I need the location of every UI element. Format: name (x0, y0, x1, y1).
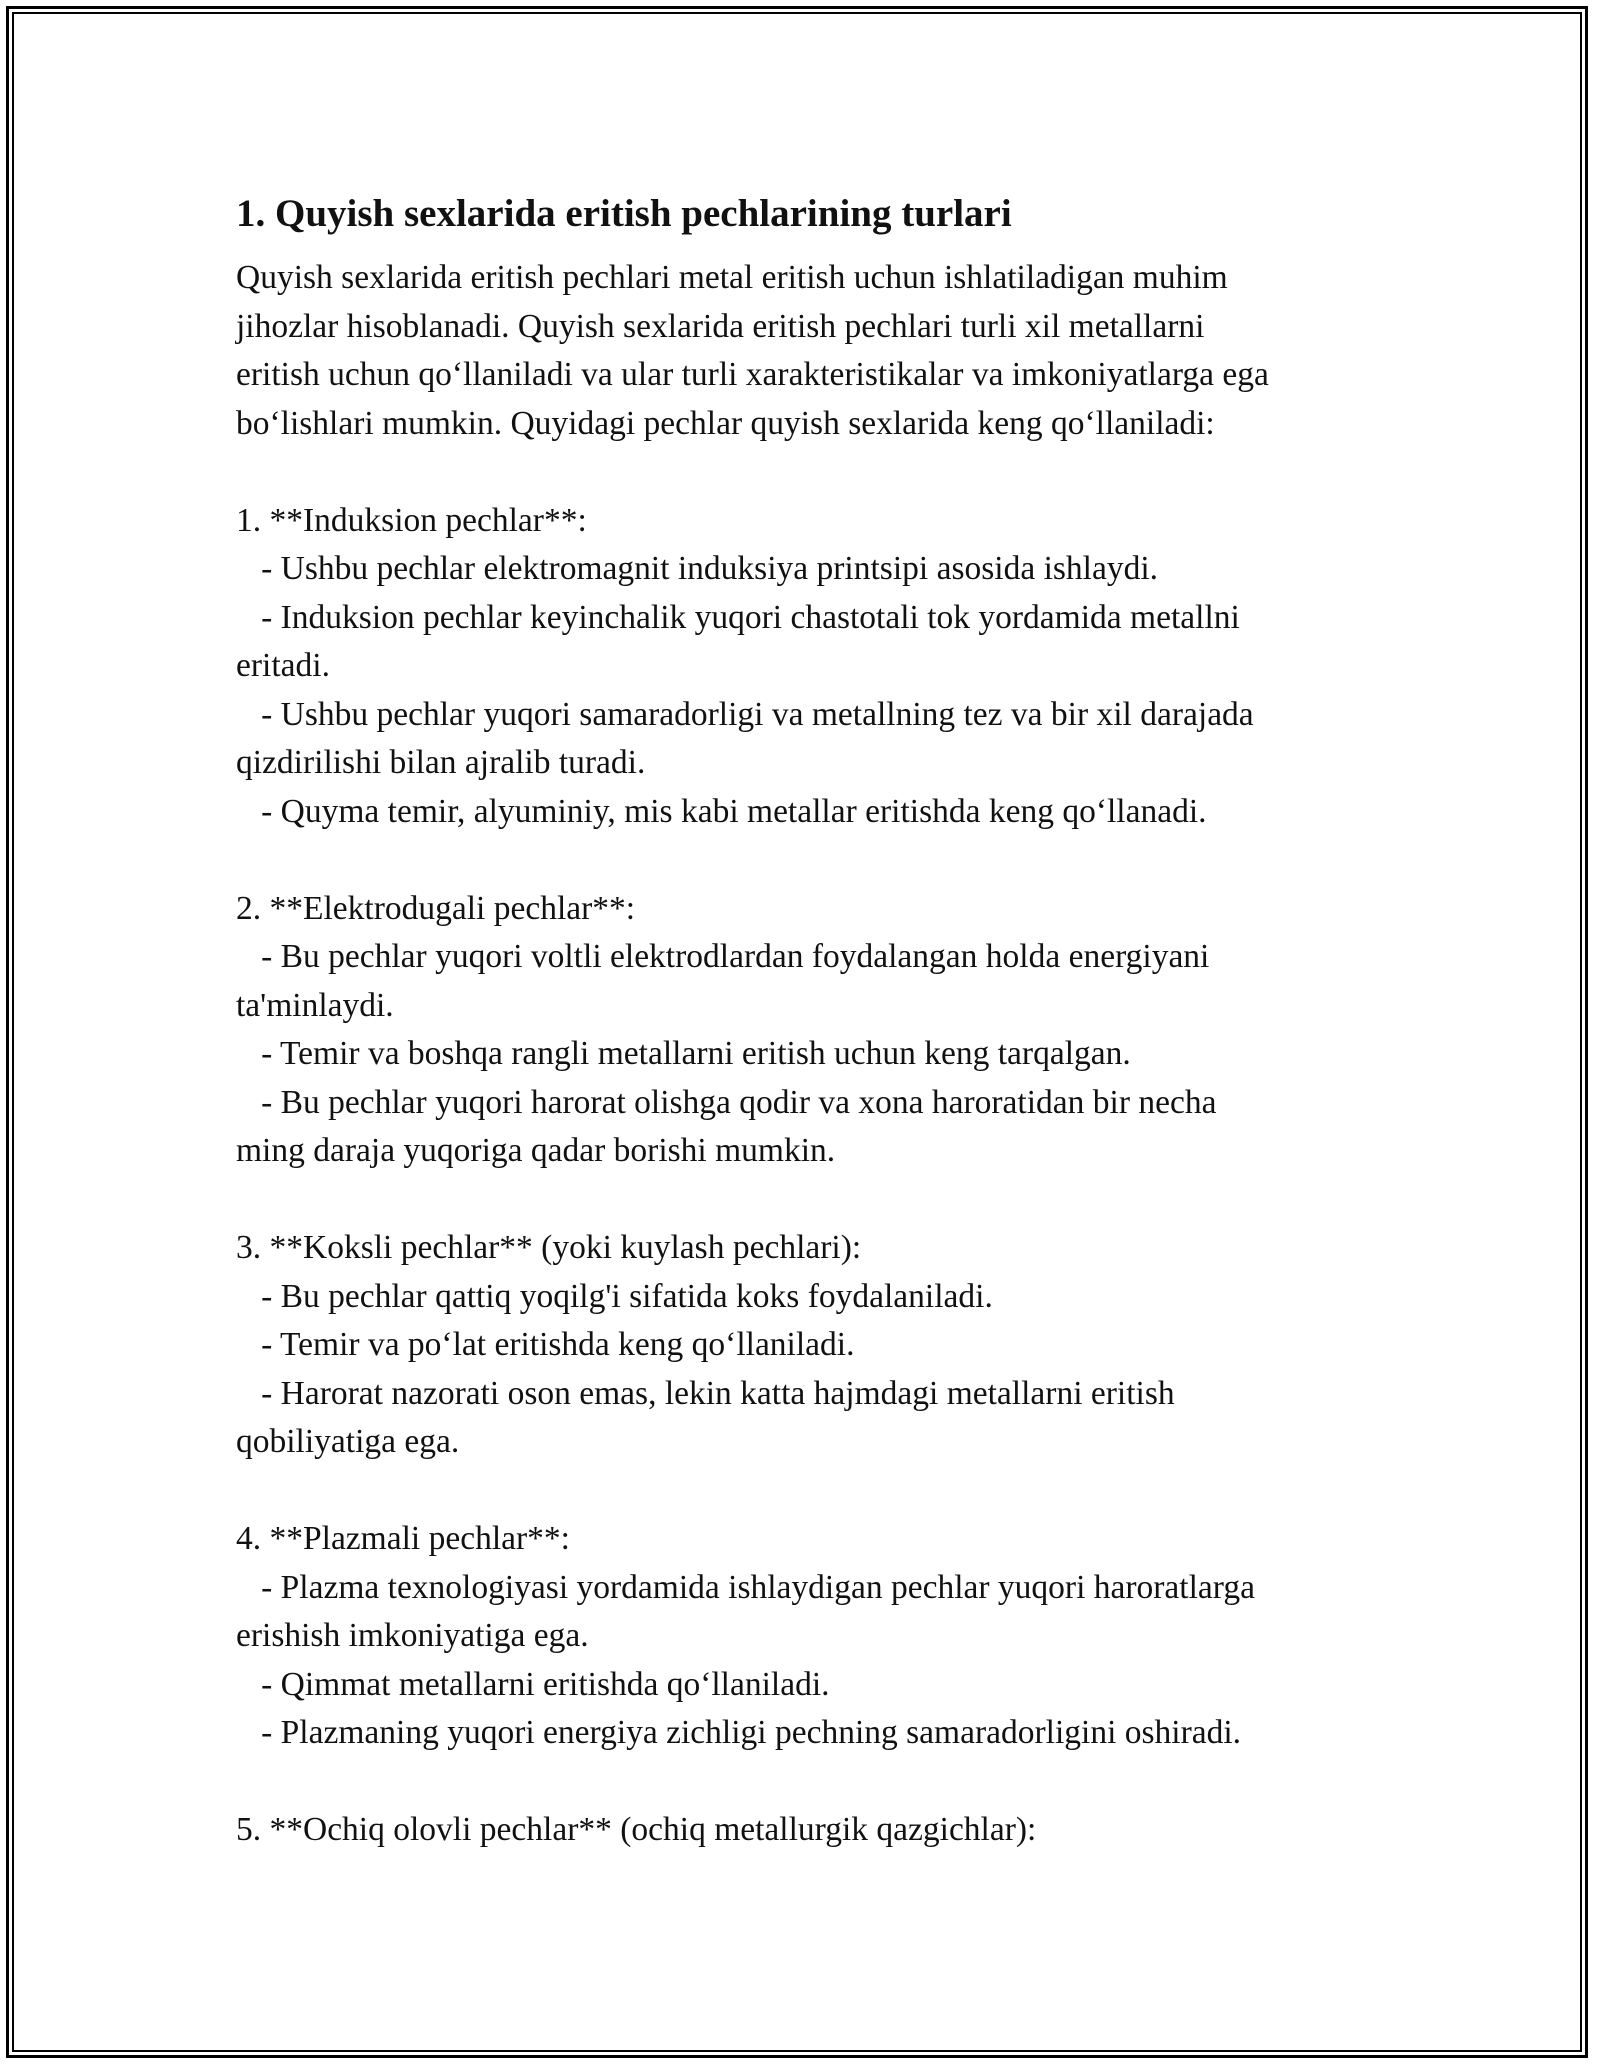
text-line: - Quyma temir, alyuminiy, mis kabi metallar eritishda keng qo‘llanadi. (236, 792, 1207, 830)
text-line: - Temir va boshqa rangli metallarni eritish uchun keng tarqalgan. (236, 1035, 1131, 1072)
text-line: erishish imkoniyatiga ega. (236, 1617, 589, 1654)
text-line: jihozlar hisoblanadi. Quyish sexlarida eritish pechlari turli xil metallarni (236, 307, 1205, 345)
document-text (236, 254, 1386, 1855)
text-line: - Plazma texnologiyasi yordamida ishlaydigan pechlar yuqori haroratlarga (236, 1568, 1255, 1606)
text-line: - Ushbu pechlar elektromagnit induksiya printsipi asosida ishlaydi. (236, 550, 1159, 587)
text-line: 2. **Elektrodugali pechlar**: (236, 889, 636, 927)
text-line: ming daraja yuqoriga qadar borishi mumkin. (236, 1132, 836, 1169)
text-line: Quyish sexlarida eritish pechlari metal eritish uchun ishlatiladigan muhim (236, 259, 1228, 296)
text-line: eritadi. (236, 647, 330, 684)
blank-line (236, 1758, 1386, 1807)
text-line: ta'minlaydi. (236, 986, 394, 1024)
text-line: - Qimmat metallarni eritishda qo‘llaniladi. (236, 1665, 830, 1703)
text-line: eritish uchun qo‘llaniladi va ular turli xarakteristikalar va imkoniyatlarga ega (236, 356, 1269, 393)
text-line: qobiliyatiga ega. (236, 1423, 460, 1460)
text-line: - Ushbu pechlar yuqori samaradorligi va metallning tez va bir xil darajada (236, 695, 1254, 733)
blank-line (236, 1176, 1386, 1225)
blank-line (236, 836, 1386, 885)
text-line: 5. **Ochiq olovli pechlar** (ochiq metallurgik qazgichlar): (236, 1811, 1037, 1848)
text-line: 4. **Plazmali pechlar**: (236, 1520, 570, 1557)
blank-line (236, 448, 1386, 497)
text-line: - Bu pechlar qattiq yoqilg'i sifatida koks foydalaniladi. (236, 1277, 993, 1315)
document-body (236, 184, 1386, 1855)
text-line: - Bu pechlar yuqori harorat olishga qodir va xona haroratidan bir necha (236, 1083, 1217, 1121)
blank-line (236, 1467, 1386, 1516)
text-line: 3. **Koksli pechlar** (yoki kuylash pechlari): (236, 1229, 862, 1266)
section-heading: 1. Quyish sexlarida eritish pechlarining turlari (236, 192, 1012, 235)
text-line: - Temir va po‘lat eritishda keng qo‘llaniladi. (236, 1326, 855, 1363)
text-line: 1. **Induksion pechlar**: (236, 501, 587, 539)
text-line: - Induksion pechlar keyinchalik yuqori chastotali tok yordamida metallni (236, 598, 1240, 636)
text-line: - Bu pechlar yuqori voltli elektrodlardan foydalangan holda energiyani (236, 938, 1210, 975)
text-line: bo‘lishlari mumkin. Quyidagi pechlar quyish sexlarida keng qo‘llaniladi: (236, 404, 1215, 442)
text-line: - Plazmaning yuqori energiya zichligi pechning samaradorligini oshiradi. (236, 1714, 1242, 1751)
text-line: qizdirilishi bilan ajralib turadi. (236, 744, 646, 781)
text-line: - Harorat nazorati oson emas, lekin katta hajmdagi metallarni eritish (236, 1374, 1175, 1412)
